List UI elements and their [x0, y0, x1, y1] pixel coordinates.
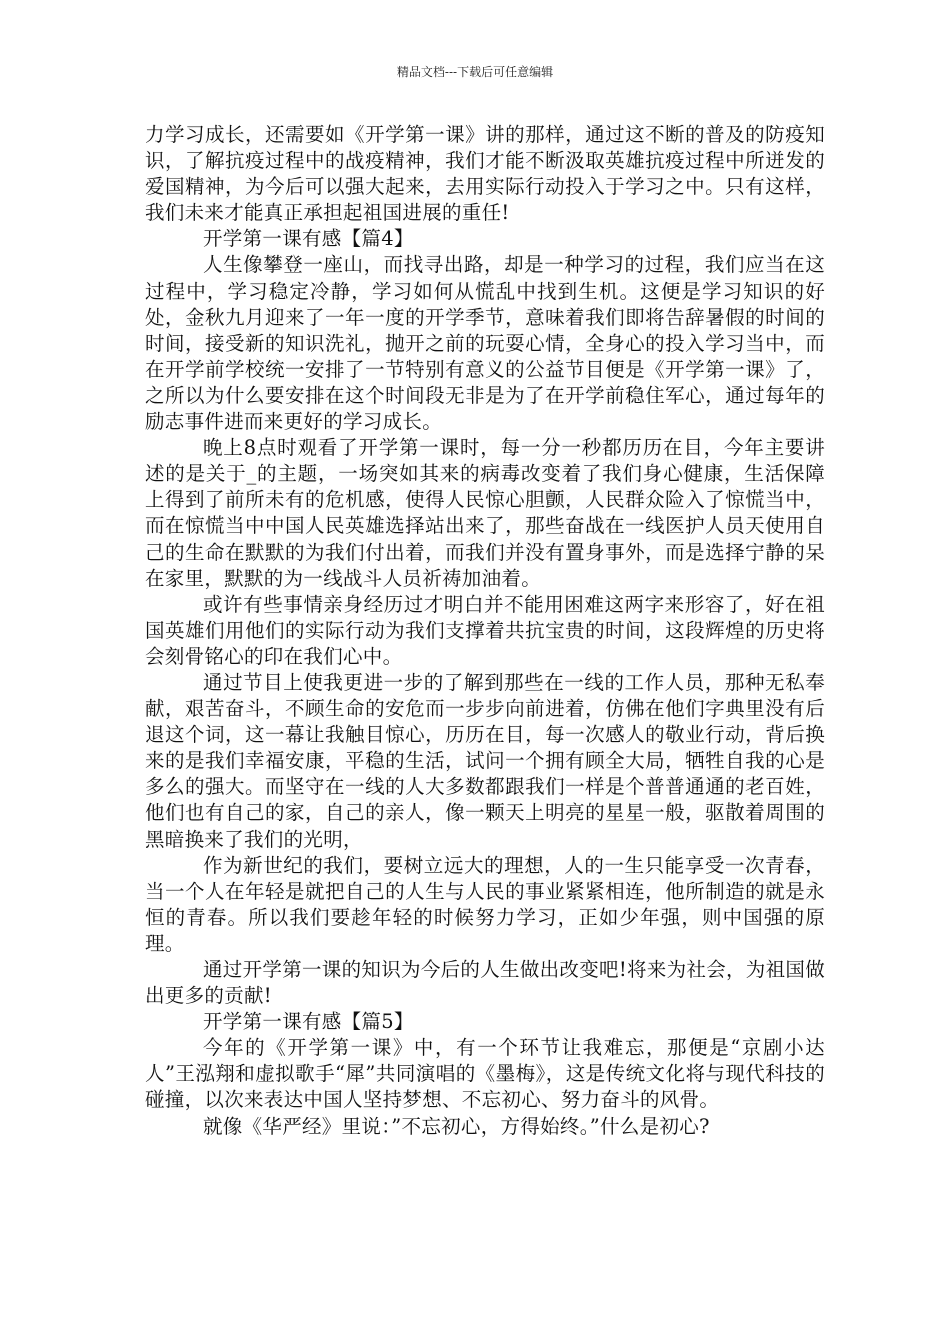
paragraph: 作为新世纪的我们，要树立远大的理想，人的一生只能享受一次青春，当一个人在年轻是就把自己的人生与人民的事业紧紧相连，他所制造的就是永恒的青春。所以我们要趁年轻的时候努力学习，正如少年强，则中国强的原理。: [145, 853, 825, 955]
page-header: 精品文档---下载后可任意编辑: [396, 65, 554, 79]
paragraph: 通过开学第一课的知识为今后的人生做出改变吧!将来为社会，为祖国做出更多的贡献!: [145, 958, 825, 1008]
paragraph: 今年的《开学第一课》中，有一个环节让我难忘，那便是“京剧小达人”王泓翔和虚拟歌手“犀”共同演唱的《墨梅》，这是传统文化将与现代科技的碰撞，以次来表达中国人坚持梦想、不忘初心、努力奋斗的风骨。: [145, 1036, 825, 1112]
section-heading-4: 开学第一课有感【篇4】: [203, 227, 414, 251]
paragraph: 或许有些事情亲身经历过才明白并不能用困难这两字来形容了，好在祖国英雄们用他们的实际行动为我们支撑着共抗宝贵的时间，这段辉煌的历史将会刻骨铭心的印在我们心中。: [145, 592, 825, 668]
paragraph: 晚上8点时观看了开学第一课时，每一分一秒都历历在目，今年主要讲述的是关于_的主题，一场突如其来的病毒改变着了我们身心健康，生活保障上得到了前所未有的危机感，使得人民惊心胆颤，人民群众险入了惊慌当中，而在惊慌当中中国人民英雄选择站出来了，那些奋战在一线医护人员天使用自己的生命在默默的为我们付出着，而我们并没有置身事外，而是选择宁静的呆在家里，默默的为一线战斗人员祈祷加油着。: [145, 436, 825, 590]
paragraph: 通过节目上使我更进一步的了解到那些在一线的工作人员，那种无私奉献，艰苦奋斗，不顾生命的安危而一步步向前进着，仿佛在他们字典里没有后退这个词，这一幕让我触目惊心，历历在目，每一次感人的敬业行动，背后换来的是我们幸福安康，平稳的生活，试问一个拥有顾全大局，牺牲自我的心是多么的强大。而坚守在一线的人大多数都跟我们一样是个普普通通的老百姓，他们也有自己的家，自己的亲人，像一颗天上明亮的星星一般，驱散着周围的黑暗换来了我们的光明，: [145, 670, 825, 851]
paragraph: 力学习成长，还需要如《开学第一课》讲的那样，通过这不断的普及的防疫知识，了解抗疫过程中的战疫精神，我们才能不断汲取英雄抗疫过程中所迸发的爱国精神，为今后可以强大起来，去用实际行动投入于学习之中。只有这样，我们未来才能真正承担起祖国进展的重任!: [145, 123, 825, 225]
paragraph: 就像《华严经》里说：”不忘初心，方得始终。”什么是初心?: [203, 1114, 710, 1138]
document-body: [145, 122, 825, 1140]
paragraph: 人生像攀登一座山，而找寻出路，却是一种学习的过程，我们应当在这过程中，学习稳定冷静，学习如何从慌乱中找到生机。这便是学习知识的好处，金秋九月迎来了一年一度的开学季节，意味着我们即将告辞暑假的时间的时间，接受新的知识洗礼，抛开之前的玩耍心情，全身心的投入学习当中，而在开学前学校统一安排了一节特别有意义的公益节目便是《开学第一课》了，之所以为什么要安排在这个时间段无非是为了在开学前稳住军心，通过每年的励志事件进而来更好的学习成长。: [145, 253, 825, 434]
section-heading-5: 开学第一课有感【篇5】: [203, 1010, 414, 1034]
